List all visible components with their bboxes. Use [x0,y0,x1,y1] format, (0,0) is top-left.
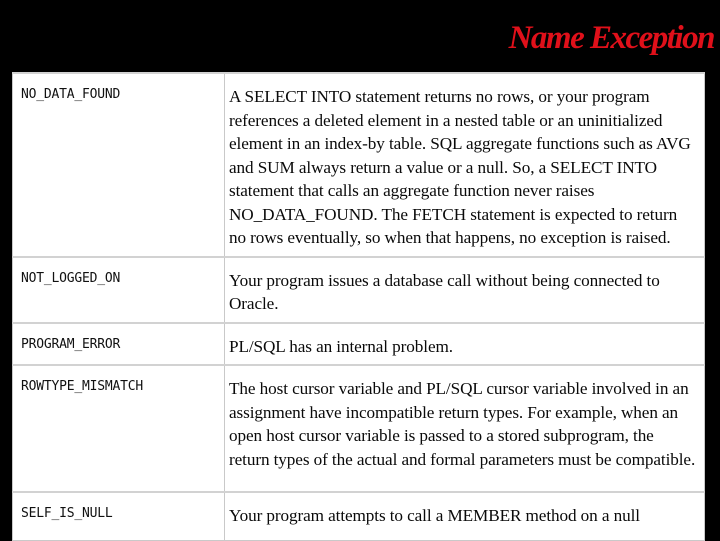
exception-table [12,72,705,541]
table-row [13,73,705,257]
exception-description: A SELECT INTO statement returns no rows, or your program references a deleted element in a nested table or an uninitialized element in an index-by table. SQL aggregate functions such as AVG and SUM always return a value or a null. So, a SELECT INTO statement that calls an aggregate function never raises NO_DATA_FOUND. The FETCH statement is expected to return no rows eventually, so when that happens, no exception is raised. [225,73,705,257]
exception-description: Your program attempts to call a MEMBER method on a null [225,492,705,541]
exception-description: PL/SQL has an internal problem. [225,323,705,366]
table-row [13,492,705,541]
exception-table-frame [12,72,704,525]
exception-name: PROGRAM_ERROR [13,323,225,366]
exception-name: NOT_LOGGED_ON [13,257,225,323]
table-row [13,257,705,323]
exception-name: NO_DATA_FOUND [13,73,225,257]
exception-name: ROWTYPE_MISMATCH [13,365,225,492]
table-row [13,365,705,492]
exception-description: Your program issues a database call without being connected to Oracle. [225,257,705,323]
slide-title: Name Exception [508,20,714,56]
exception-name: SELF_IS_NULL [13,492,225,541]
table-row [13,323,705,366]
exception-description: The host cursor variable and PL/SQL cursor variable involved in an assignment have incompatible return types. For example, when an open host cursor variable is passed to a stored subprogram, the return types of the actual and formal parameters must be compatible. [225,365,705,492]
